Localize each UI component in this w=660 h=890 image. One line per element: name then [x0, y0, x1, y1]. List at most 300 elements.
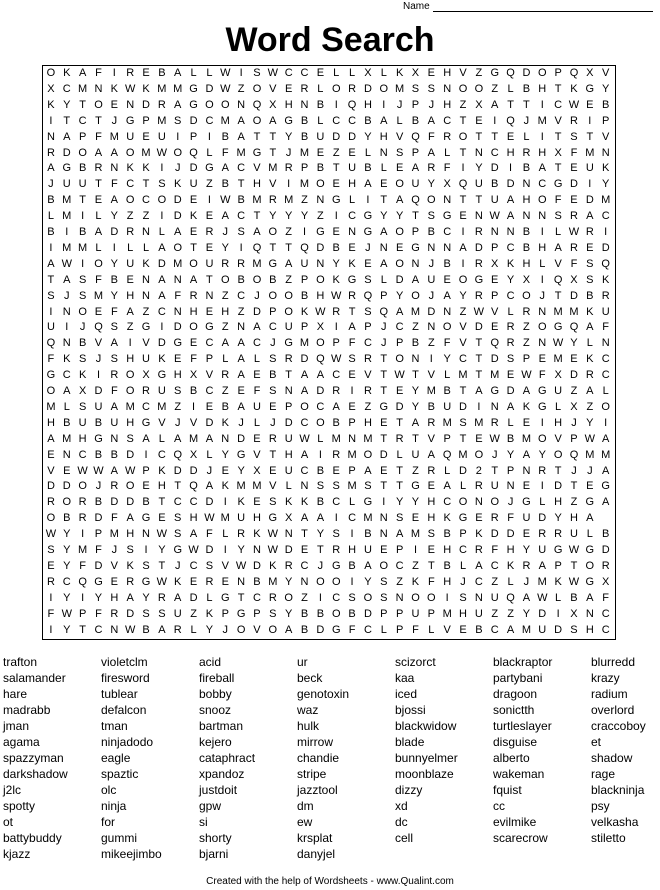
grid-letter: A	[110, 400, 118, 413]
grid-letter: B	[47, 226, 55, 238]
grid-letter: R	[363, 353, 372, 366]
grid-letter: E	[94, 194, 103, 207]
grid-letter: G	[585, 496, 595, 509]
grid-letter: X	[475, 98, 483, 111]
grid-letter: Q	[363, 289, 373, 302]
grid-letter: V	[443, 623, 451, 636]
grid-letter: A	[427, 448, 435, 461]
grid-letter: N	[316, 194, 325, 207]
grid-letter: F	[95, 544, 102, 556]
grid-letter: A	[538, 559, 546, 572]
grid-letter: J	[64, 289, 70, 302]
grid-letter: O	[284, 591, 293, 604]
grid-letter: V	[459, 337, 467, 350]
grid-letter: D	[554, 623, 563, 636]
grid-letter: T	[396, 416, 403, 429]
grid-letter: G	[268, 257, 278, 270]
grid-letter: D	[46, 480, 55, 493]
grid-letter: C	[252, 591, 261, 604]
grid-letter: A	[538, 162, 546, 175]
grid-letter: C	[601, 607, 610, 620]
grid-letter: N	[142, 226, 150, 238]
grid-row	[43, 161, 615, 177]
grid-letter: B	[78, 337, 87, 350]
grid-letter: D	[395, 400, 404, 413]
grid-letter: N	[126, 98, 135, 111]
grid-letter: T	[586, 130, 594, 143]
grid-letter: Q	[173, 448, 182, 461]
grid-letter: J	[523, 114, 530, 127]
grid-letter: I	[49, 623, 53, 636]
grid-letter: D	[189, 591, 198, 604]
grid-letter: K	[554, 575, 562, 588]
grid-letter: L	[555, 400, 562, 413]
grid-letter: O	[125, 369, 135, 382]
grid-letter: V	[554, 432, 562, 445]
grid-letter: O	[363, 591, 373, 604]
grid-letter: I	[112, 241, 116, 254]
grid-letter: A	[253, 226, 261, 238]
grid-letter: U	[411, 448, 420, 461]
grid-letter: E	[348, 400, 356, 413]
grid-letter: G	[363, 210, 373, 223]
grid-letter: O	[220, 98, 230, 111]
grid-letter: C	[62, 82, 71, 95]
grid-letter: J	[48, 178, 54, 191]
word-item: tman	[101, 719, 128, 733]
grid-letter: L	[586, 528, 593, 541]
grid-letter: O	[379, 559, 389, 572]
word-item: psy	[591, 799, 610, 813]
grid-letter: A	[427, 114, 435, 127]
grid-letter: Q	[316, 353, 325, 366]
grid-letter: A	[506, 210, 515, 223]
grid-letter: L	[317, 114, 324, 127]
grid-letter: 2	[475, 464, 482, 477]
grid-letter: D	[332, 130, 341, 143]
grid-letter: I	[413, 544, 417, 556]
grid-letter: A	[602, 464, 610, 477]
grid-letter: M	[188, 432, 199, 445]
grid-letter: R	[221, 257, 230, 270]
grid-letter: C	[490, 559, 499, 572]
grid-letter: D	[363, 607, 372, 620]
grid-letter: I	[540, 480, 544, 493]
grid-letter: D	[173, 194, 182, 207]
grid-letter: L	[444, 146, 451, 159]
grid-letter: L	[206, 146, 213, 159]
grid-letter: B	[47, 194, 55, 207]
grid-letter: T	[475, 194, 483, 207]
grid-letter: M	[299, 337, 310, 350]
grid-letter: G	[94, 432, 103, 445]
grid-letter: H	[443, 544, 452, 556]
grid-letter: J	[587, 464, 593, 477]
grid-letter: X	[269, 98, 277, 111]
grid-letter: K	[586, 353, 594, 366]
grid-letter: R	[110, 480, 119, 493]
grid-letter: U	[585, 162, 594, 175]
grid-letter: F	[602, 321, 610, 334]
grid-letter: R	[237, 257, 246, 270]
grid-letter: U	[142, 353, 150, 366]
grid-letter: A	[174, 98, 182, 111]
grid-letter: S	[586, 257, 594, 270]
grid-letter: M	[331, 432, 341, 445]
grid-letter: M	[268, 575, 278, 588]
grid-letter: T	[332, 162, 340, 175]
grid-letter: V	[427, 432, 435, 445]
grid-letter: R	[490, 416, 499, 429]
grid-letter: E	[506, 369, 515, 382]
grid-letter: B	[78, 162, 87, 175]
grid-letter: C	[506, 241, 515, 254]
grid-letter: Q	[252, 241, 262, 254]
grid-letter: G	[331, 623, 341, 636]
grid-letter: F	[507, 512, 514, 525]
grid-letter: M	[410, 528, 421, 541]
grid-letter: H	[252, 178, 261, 191]
grid-letter: R	[443, 130, 452, 143]
grid-letter: E	[570, 353, 578, 366]
grid-letter: J	[111, 114, 118, 127]
grid-letter: Y	[522, 544, 531, 556]
grid-letter: L	[222, 528, 229, 541]
grid-letter: T	[570, 559, 578, 572]
grid-letter: R	[332, 448, 341, 461]
grid-letter: K	[522, 400, 531, 413]
grid-letter: S	[237, 226, 245, 238]
word-item: stripe	[297, 767, 327, 781]
grid-letter: K	[411, 575, 420, 588]
grid-letter: T	[491, 130, 499, 143]
grid-letter: P	[380, 607, 388, 620]
grid-letter: H	[189, 512, 198, 525]
grid-letter: M	[521, 623, 531, 636]
grid-letter: U	[284, 321, 293, 334]
grid-letter: E	[459, 623, 467, 636]
grid-letter: A	[253, 321, 261, 334]
grid-letter: H	[538, 146, 547, 159]
grid-letter: A	[506, 623, 515, 636]
grid-letter: R	[601, 559, 610, 572]
grid-letter: B	[316, 98, 325, 111]
grid-letter: G	[94, 575, 103, 588]
grid-letter: I	[382, 98, 386, 111]
grid-letter: Z	[491, 575, 499, 588]
word-item: dragoon	[493, 687, 538, 701]
grid-letter: R	[110, 369, 119, 382]
grid-letter: S	[364, 273, 372, 286]
grid-letter: K	[63, 67, 71, 79]
grid-letter: M	[521, 432, 531, 445]
grid-letter: E	[395, 385, 404, 397]
grid-letter: O	[300, 400, 309, 413]
grid-letter: Q	[189, 480, 198, 493]
grid-letter: T	[475, 369, 483, 382]
grid-letter: C	[62, 575, 71, 588]
grid-letter: G	[62, 162, 72, 175]
grid-letter: T	[412, 210, 419, 223]
grid-letter: I	[144, 448, 148, 461]
grid-letter: V	[364, 369, 372, 382]
grid-letter: O	[537, 321, 547, 334]
grid-letter: P	[395, 607, 404, 620]
grid-letter: V	[253, 448, 261, 461]
grid-letter: X	[443, 178, 451, 191]
grid-letter: A	[158, 241, 166, 254]
grid-letter: F	[47, 353, 55, 366]
grid-letter: Z	[412, 559, 419, 572]
grid-letter: B	[443, 385, 451, 397]
grid-letter: T	[554, 130, 562, 143]
grid-letter: E	[316, 67, 325, 79]
word-item: darkshadow	[3, 767, 68, 781]
grid-letter: L	[206, 591, 213, 604]
grid-letter: O	[395, 226, 404, 238]
word-column	[591, 654, 660, 846]
grid-letter: A	[110, 194, 118, 207]
grid-letter: U	[427, 273, 436, 286]
grid-letter: P	[506, 464, 515, 477]
word-item: defalcon	[101, 703, 147, 717]
grid-letter: A	[174, 226, 182, 238]
grid-letter: Y	[63, 559, 71, 572]
grid-letter: M	[78, 241, 88, 254]
grid-letter: V	[554, 257, 562, 270]
grid-letter: A	[443, 480, 451, 493]
grid-letter: G	[141, 575, 151, 588]
grid-letter: S	[78, 353, 87, 366]
grid-letter: C	[332, 369, 341, 382]
grid-letter: R	[205, 226, 214, 238]
grid-letter: J	[95, 480, 102, 493]
grid-letter: I	[334, 98, 338, 111]
grid-letter: B	[332, 416, 340, 429]
grid-letter: P	[364, 321, 372, 334]
grid-letter: N	[142, 289, 150, 302]
grid-letter: D	[379, 448, 388, 461]
grid-letter: H	[585, 623, 594, 636]
grid-letter: E	[205, 241, 214, 254]
grid-letter: Q	[94, 321, 103, 334]
grid-letter: A	[586, 321, 594, 334]
grid-letter: Y	[205, 623, 214, 636]
grid-letter: K	[395, 67, 404, 79]
grid-letter: N	[506, 226, 515, 238]
grid-letter: O	[316, 273, 325, 286]
grid-letter: D	[316, 385, 325, 397]
grid-row	[43, 320, 615, 336]
grid-letter: Y	[364, 575, 372, 588]
word-column	[3, 654, 99, 862]
grid-letter: E	[570, 194, 578, 207]
grid-letter: X	[554, 146, 562, 159]
grid-letter: M	[157, 82, 167, 95]
grid-letter: S	[158, 607, 166, 620]
grid-letter: N	[506, 480, 515, 493]
grid-letter: I	[461, 226, 465, 238]
grid-row	[43, 146, 615, 162]
word-item: trafton	[3, 655, 38, 669]
grid-letter: A	[237, 114, 245, 127]
grid-letter: C	[300, 464, 309, 477]
grid-letter: W	[220, 194, 231, 207]
grid-letter: H	[554, 416, 563, 429]
word-item: genotoxin	[297, 687, 350, 701]
grid-letter: K	[506, 257, 515, 270]
grid-row	[43, 241, 615, 257]
grid-letter: I	[350, 528, 354, 541]
grid-letter: D	[506, 178, 515, 191]
grid-letter: O	[125, 194, 135, 207]
grid-letter: Y	[285, 575, 293, 588]
grid-letter: D	[585, 194, 594, 207]
name-field	[403, 0, 653, 12]
grid-letter: E	[443, 273, 451, 286]
grid-letter: T	[427, 559, 435, 572]
grid-letter: V	[142, 337, 150, 350]
grid-letter: Q	[458, 178, 468, 191]
grid-letter: I	[223, 496, 227, 509]
grid-letter: O	[458, 273, 468, 286]
grid-letter: S	[78, 289, 87, 302]
grid-letter: O	[537, 67, 547, 79]
grid-letter: I	[81, 257, 85, 270]
grid-letter: C	[300, 67, 309, 79]
grid-letter: Y	[63, 528, 71, 541]
grid-letter: H	[554, 496, 563, 509]
grid-letter: O	[427, 591, 436, 604]
grid-letter: P	[427, 607, 435, 620]
grid-letter: T	[316, 544, 324, 556]
grid-letter: J	[254, 289, 260, 302]
grid-letter: E	[189, 226, 198, 238]
grid-letter: F	[348, 623, 356, 636]
grid-letter: N	[94, 82, 103, 95]
grid-letter: B	[78, 226, 87, 238]
grid-letter: A	[506, 400, 515, 413]
grid-letter: S	[110, 321, 118, 334]
grid-letter: M	[601, 448, 611, 461]
grid-letter: T	[554, 82, 562, 95]
grid-letter: V	[602, 67, 610, 79]
grid-letter: E	[491, 321, 499, 334]
grid-letter: R	[585, 369, 594, 382]
grid-letter: G	[141, 512, 151, 525]
grid-letter: E	[475, 432, 483, 445]
grid-letter: C	[189, 559, 198, 572]
grid-letter: H	[173, 369, 182, 382]
grid-letter: I	[382, 496, 386, 509]
grid-letter: R	[506, 321, 515, 334]
grid-letter: D	[459, 400, 467, 413]
grid-letter: L	[206, 67, 213, 79]
grid-letter: B	[316, 162, 325, 175]
grid-letter: O	[284, 289, 293, 302]
grid-letter: V	[221, 559, 229, 572]
grid-letter: Z	[332, 146, 340, 159]
grid-letter: L	[127, 241, 134, 254]
grid-letter: Q	[411, 130, 420, 143]
grid-row	[43, 82, 615, 98]
grid-letter: B	[506, 432, 515, 445]
word-list	[3, 654, 658, 864]
grid-letter: M	[426, 385, 436, 397]
grid-letter: M	[442, 607, 452, 620]
grid-letter: U	[411, 178, 420, 191]
grid-letter: B	[221, 178, 229, 191]
grid-letter: O	[537, 194, 547, 207]
grid-letter: L	[349, 496, 356, 509]
grid-letter: Y	[237, 464, 245, 477]
grid-letter: F	[95, 273, 102, 286]
grid-letter: U	[538, 544, 547, 556]
grid-letter: T	[285, 241, 293, 254]
grid-letter: W	[568, 575, 580, 588]
word-item: krsplat	[297, 831, 333, 845]
grid-letter: J	[491, 448, 498, 461]
grid-row	[43, 591, 615, 607]
grid-letter: G	[125, 114, 135, 127]
word-item: shorty	[199, 831, 232, 845]
grid-letter: E	[395, 162, 404, 175]
grid-letter: N	[237, 98, 246, 111]
grid-letter: C	[443, 226, 452, 238]
grid-letter: D	[142, 98, 150, 111]
grid-letter: N	[221, 432, 230, 445]
grid-letter: C	[284, 67, 293, 79]
grid-letter: E	[427, 480, 435, 493]
grid-letter: S	[269, 353, 277, 366]
word-item: danyjel	[297, 847, 336, 861]
grid-letter: B	[475, 623, 483, 636]
grid-letter: B	[427, 400, 435, 413]
grid-letter: I	[477, 400, 481, 413]
grid-letter: Z	[174, 400, 182, 413]
grid-letter: N	[252, 544, 261, 556]
grid-letter: Q	[300, 241, 309, 254]
grid-letter: R	[332, 385, 341, 397]
grid-letter: C	[94, 623, 103, 636]
grid-letter: E	[475, 114, 483, 127]
grid-letter: O	[173, 241, 182, 254]
grid-letter: N	[474, 591, 483, 604]
grid-letter: R	[506, 337, 515, 350]
grid-letter: W	[235, 559, 247, 572]
grid-letter: D	[94, 385, 103, 397]
grid-letter: Q	[506, 114, 515, 127]
grid-letter: J	[174, 416, 181, 429]
grid-letter: E	[253, 496, 261, 509]
grid-letter: I	[239, 241, 243, 254]
grid-letter: R	[569, 241, 578, 254]
grid-letter: Z	[221, 385, 229, 397]
grid-letter: E	[348, 241, 356, 254]
grid-letter: I	[49, 591, 53, 604]
grid-letter: C	[205, 385, 214, 397]
grid-letter: R	[126, 67, 135, 79]
grid-letter: M	[347, 480, 357, 493]
grid-letter: M	[395, 82, 405, 95]
grid-letter: O	[78, 480, 87, 493]
grid-letter: B	[142, 496, 150, 509]
grid-letter: H	[126, 289, 135, 302]
grid-letter: N	[284, 528, 293, 541]
grid-letter: M	[537, 575, 547, 588]
grid-letter: I	[128, 337, 132, 350]
grid-letter: T	[380, 480, 388, 493]
